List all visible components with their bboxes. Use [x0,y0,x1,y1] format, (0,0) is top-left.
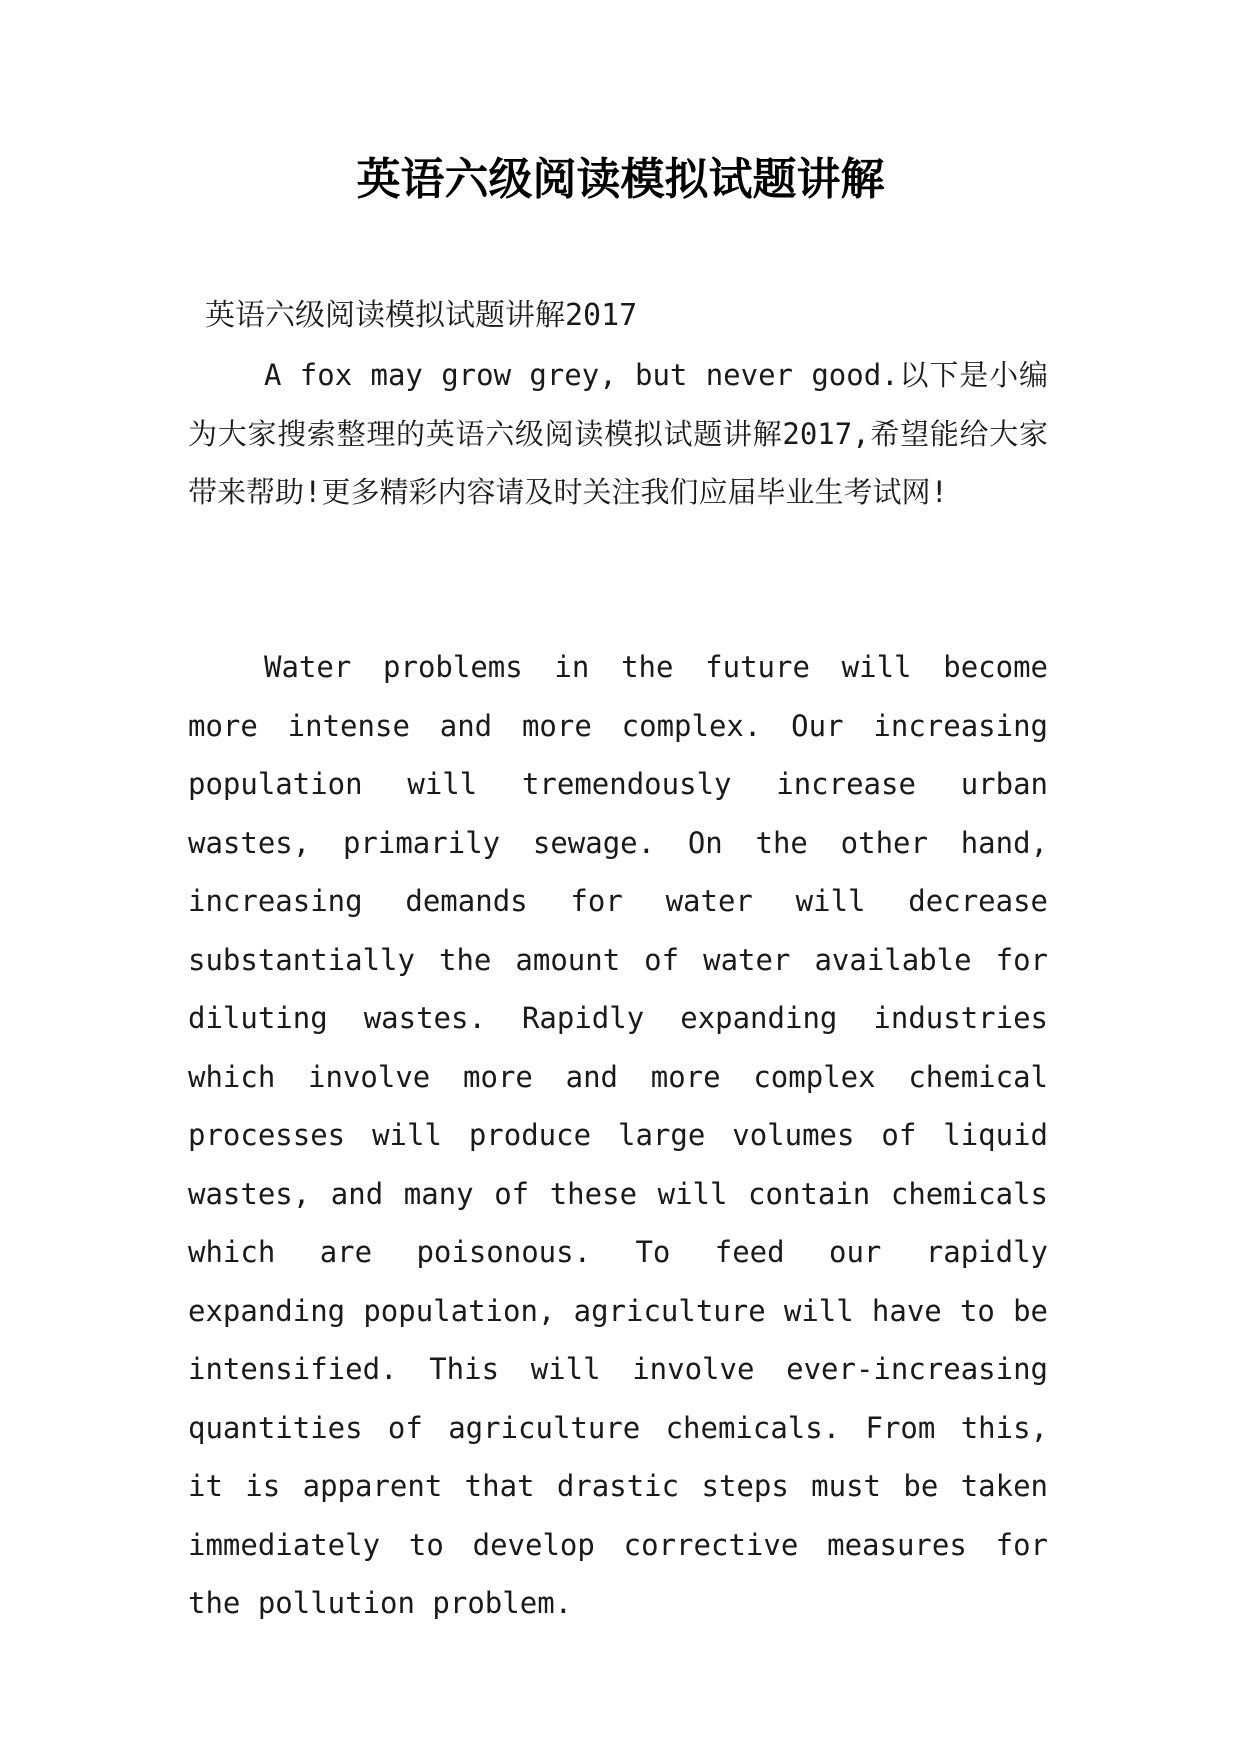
passage-paragraph: Water problems in the future will become more intense and more complex. Our increasing population will tremendously increase urban wastes, primarily sewage. On the other hand, increasing demands for water will decrease substantially the amount of water available for diluting wastes. Rapidly expanding industries which involve more and more complex chemical processes will produce large volumes of liquid wastes, and many of these will contain chemicals which are poisonous. To feed our rapidly expanding population, agriculture will have to be intensified. This will involve ever-increasing quantities of agriculture chemicals. From this, it is apparent that drastic steps must be taken immediately to develop corrective measures for the pollution problem. [188,650,1048,1620]
document-subtitle: 英语六级阅读模拟试题讲解2017 [205,298,638,333]
intro-paragraph: A fox may grow grey, but never good.以下是小编为大家搜索整理的英语六级阅读模拟试题讲解2017,希望能给大家带来帮助!更多精彩内容请及时关注我们应届毕业生考试网! [188,358,1048,509]
document-title: 英语六级阅读模拟试题讲解 [356,154,885,205]
